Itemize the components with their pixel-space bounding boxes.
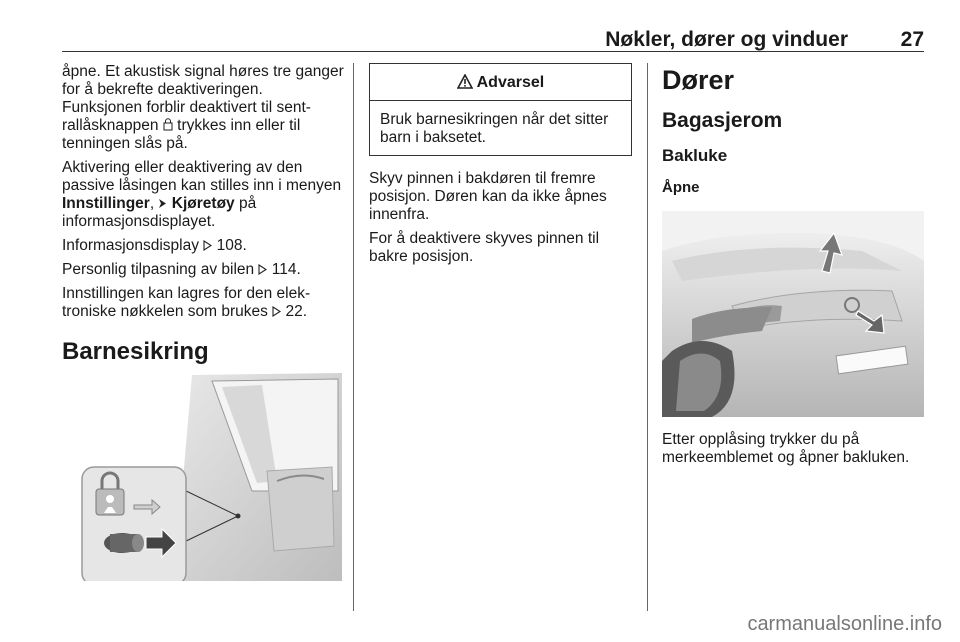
heading-tailgate: Bakluke <box>662 146 728 165</box>
heading-open: Åpne <box>662 179 700 196</box>
header-title: Nøkler, dører og vinduer <box>605 28 848 51</box>
menu-vehicle: Kjøretøy <box>171 195 235 212</box>
warning-box <box>369 63 632 156</box>
column-divider-1 <box>353 63 354 611</box>
warning-text: Bruk barnesikringen når det sitter barn i baksetet. <box>380 111 609 146</box>
column-3 <box>662 63 930 473</box>
triangle-right-icon <box>272 306 281 317</box>
triangle-right-icon <box>203 240 212 251</box>
paragraph-push-pin: Skyv pinnen i bakdøren til fremre posisjon. Døren kan da ikke åpnes innenfra. <box>369 170 607 223</box>
column-1 <box>62 63 346 581</box>
heading-child-lock: Barnesikring <box>62 338 209 365</box>
watermark: carmanualsonline.info <box>747 613 942 635</box>
page-number: 27 <box>900 28 924 51</box>
paragraph-passive-locking: Aktivering eller deaktivering av den passive låsingen kan stilles inn i menyen Innstillinger, Kjøretøy på informasjonsdisplayet. <box>62 159 342 230</box>
triangle-right-icon <box>258 264 267 275</box>
child-lock-illustration <box>62 371 342 581</box>
column-2 <box>369 63 632 272</box>
menu-arrow-icon <box>158 198 167 209</box>
page-header <box>0 0 960 52</box>
paragraph-deactivate-pin: For å deaktivere skyves pinnen til bakre posisjon. <box>369 230 600 265</box>
reference-personalization[interactable]: Personlig tilpasning av bilen 114. <box>62 261 301 278</box>
caption-tailgate: Etter opplåsing trykker du på merkeemblemet og åpner bakluken. <box>662 431 910 466</box>
heading-doors: Dører <box>662 65 735 95</box>
reference-info-display[interactable]: Informasjonsdisplay 108. <box>62 237 247 254</box>
warning-triangle-icon <box>457 74 473 89</box>
menu-settings: Innstillinger <box>62 195 150 212</box>
column-divider-2 <box>647 63 648 611</box>
paragraph-deactivation: åpne. Et akustisk signal høres tre ganger for å bekrefte deaktiveringen. Funksjonen forblir deaktivert til sent-rallåsknappen trykkes inn eller til tenningen slås på. <box>62 63 344 152</box>
paragraph-electronic-key: Innstillingen kan lagres for den elek-troniske nøkkelen som brukes 22. <box>62 285 311 320</box>
heading-luggage: Bagasjerom <box>662 109 783 132</box>
warning-title: Advarsel <box>476 74 545 91</box>
tailgate-illustration <box>662 211 924 417</box>
lock-icon <box>163 118 173 131</box>
header-rule <box>62 51 924 52</box>
warning-header <box>370 64 631 101</box>
